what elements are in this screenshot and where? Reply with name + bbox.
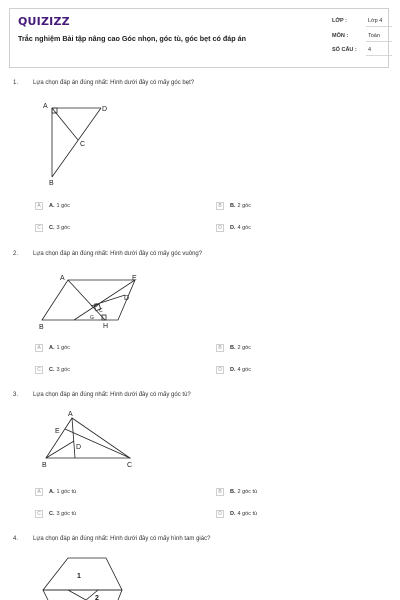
meta-grade-value: Lớp 4 [368, 18, 383, 24]
point-label-h: H [103, 323, 109, 330]
option-box[interactable]: B [216, 488, 224, 496]
point-label-g: G [90, 315, 94, 321]
point-label-b: B [39, 324, 44, 331]
meta-subject-value: Toán [368, 33, 380, 39]
point-label-c: C [80, 141, 86, 148]
option-letter: C. [49, 511, 55, 517]
meta-divider [366, 41, 392, 42]
question-number: 2. [13, 251, 19, 257]
option-letter: D. [230, 367, 236, 373]
quizizz-logo: QUIZIZZ [18, 15, 70, 28]
option-text: 4 góc tù [237, 511, 258, 517]
option-letter: A. [49, 489, 55, 495]
question-number: 3. [13, 392, 19, 398]
option-box[interactable]: B [216, 344, 224, 352]
option-box[interactable]: A [35, 488, 43, 496]
option-a[interactable] [35, 343, 70, 353]
option-box[interactable]: C [35, 224, 43, 232]
option-text: 2 góc [237, 345, 251, 351]
option-b[interactable] [216, 343, 251, 353]
option-text: 3 góc [56, 225, 70, 231]
option-box[interactable]: A [35, 202, 43, 210]
option-text: 1 góc [56, 345, 70, 351]
figure-q4-pentagon [38, 556, 128, 600]
region-label-1: 1 [77, 573, 81, 580]
option-letter: B. [230, 345, 236, 351]
point-label-b: B [42, 462, 47, 469]
point-label-c: C [99, 308, 103, 314]
option-text: 1 góc [56, 203, 70, 209]
question-text: Lựa chọn đáp án đúng nhất: Hình dưới đây có mấy góc bẹt? [33, 80, 195, 86]
option-box[interactable]: C [35, 366, 43, 374]
point-label-e: E [132, 275, 137, 282]
option-c[interactable] [35, 509, 76, 519]
point-label-d: D [124, 295, 130, 302]
point-label-b: B [49, 180, 54, 187]
meta-count-label: SỐ CÂU : [332, 47, 357, 53]
option-d[interactable] [216, 509, 257, 519]
option-a[interactable] [35, 487, 76, 497]
question-text: Lựa chọn đáp án đúng nhất: Hình dưới đây có mấy góc tù? [33, 392, 191, 398]
figure-q2-parallelogram [36, 271, 146, 333]
question-number: 1. [13, 80, 19, 86]
option-text: 3 góc [56, 367, 70, 373]
option-box[interactable]: B [216, 202, 224, 210]
option-text: 2 góc tù [237, 489, 258, 495]
meta-count-value: 4 [368, 47, 372, 53]
option-text: 1 góc tù [56, 489, 77, 495]
option-c[interactable] [35, 223, 70, 233]
option-box[interactable]: D [216, 224, 224, 232]
option-text: 4 góc [237, 367, 251, 373]
option-box[interactable]: D [216, 510, 224, 518]
point-label-c: C [127, 462, 133, 469]
worksheet-header [9, 8, 389, 68]
point-label-o: O [94, 303, 98, 309]
option-d[interactable] [216, 223, 251, 233]
option-letter: D. [230, 225, 236, 231]
region-label-2: 2 [95, 595, 99, 600]
option-text: 4 góc [237, 225, 251, 231]
option-box[interactable]: D [216, 366, 224, 374]
option-text: 3 góc tù [56, 511, 77, 517]
option-box[interactable]: C [35, 510, 43, 518]
option-a[interactable] [35, 201, 70, 211]
figure-q3-triangle [38, 406, 138, 472]
option-letter: A. [49, 345, 55, 351]
option-b[interactable] [216, 201, 251, 211]
option-letter: C. [49, 367, 55, 373]
point-label-a: A [60, 275, 65, 282]
meta-divider [366, 26, 392, 27]
question-number: 4. [13, 536, 19, 542]
option-letter: D. [230, 511, 236, 517]
point-label-d: D [76, 444, 82, 451]
option-letter: B. [230, 489, 236, 495]
question-text: Lựa chọn đáp án đúng nhất: Hình dưới đây có mấy góc vuông? [33, 251, 203, 257]
worksheet-title: Trắc nghiệm Bài tập nâng cao Góc nhọn, góc tù, góc bẹt có đáp án [18, 34, 247, 43]
point-label-a: A [68, 411, 73, 418]
question-text: Lựa chọn đáp án đúng nhất: Hình dưới đây có mấy hình tam giác? [33, 536, 211, 542]
meta-grade-label: LỚP : [332, 18, 347, 24]
option-d[interactable] [216, 365, 251, 375]
option-text: 2 góc [237, 203, 251, 209]
option-box[interactable]: A [35, 344, 43, 352]
point-label-d: D [102, 106, 108, 113]
option-c[interactable] [35, 365, 70, 375]
point-label-a: A [43, 103, 48, 110]
figure-q1-triangle-angles [38, 98, 118, 190]
option-letter: B. [230, 203, 236, 209]
option-b[interactable] [216, 487, 257, 497]
meta-subject-label: MÔN : [332, 33, 349, 39]
option-letter: A. [49, 203, 55, 209]
meta-divider [366, 55, 392, 56]
option-letter: C. [49, 225, 55, 231]
point-label-e: E [55, 428, 60, 435]
